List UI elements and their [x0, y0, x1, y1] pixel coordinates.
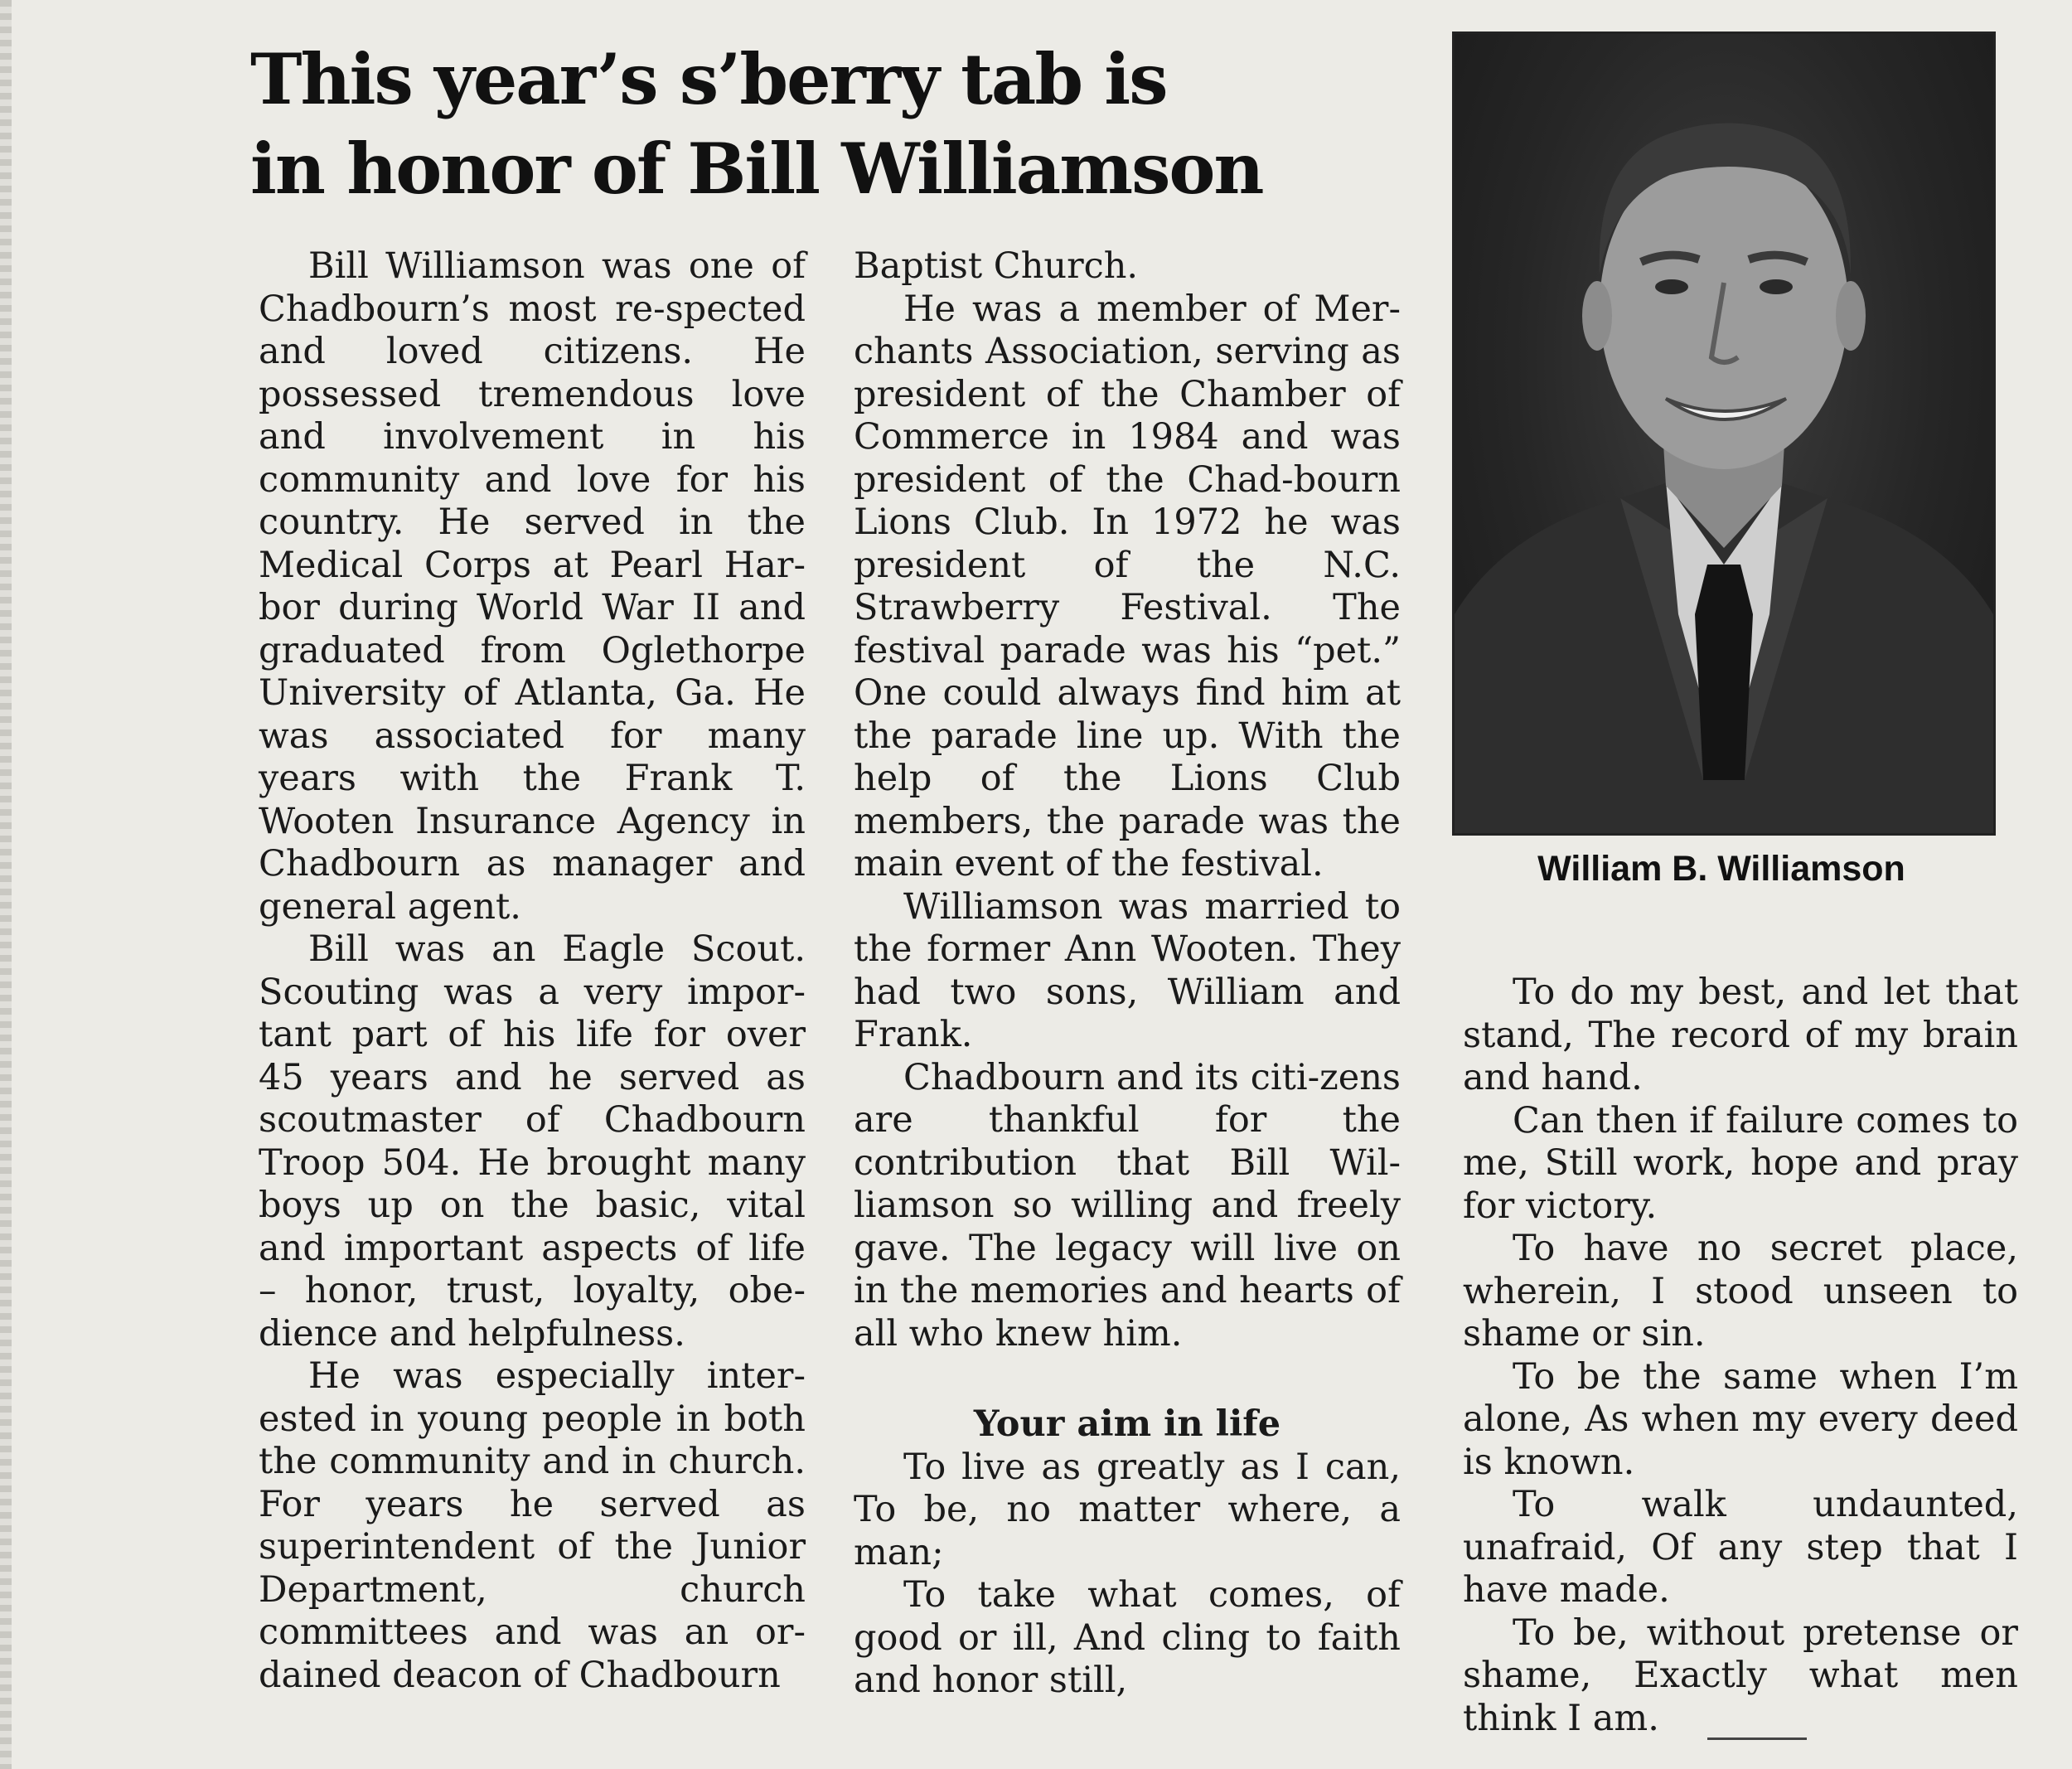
- poem-stanza: To have no secret place, wherein, I stood unseen to shame or sin.: [1463, 1228, 2018, 1355]
- paragraph-legacy: Chadbourn and its citi-zens are thankful for the contribution that Bill Wil-liamson so willing and freely gave. The legacy will live on in the memories and hearts of all who knew him.: [854, 1056, 1401, 1355]
- article-column-3: [1463, 972, 2018, 1740]
- paragraph-church-continued: Baptist Church.: [854, 245, 1139, 287]
- poem-stanza: To take what comes, of good or ill, And cling to faith and honor still,: [854, 1574, 1401, 1701]
- end-rule: [1707, 1737, 1807, 1740]
- poem-stanza: Can then if failure comes to me, Still work, hope and pray for victory.: [1463, 1099, 2018, 1227]
- paragraph-civic: He was a member of Mer-chants Association, serving as president of the Chamber of Commerce in 1984 and was president of the Chad-bourn Lions Club. In 1972 he was president of the N.C. Strawberry Festival. The festival parade was his “pet.” One could always find him at the parade line up. With the help of the Lions Club members, the parade was the main event of the festival.: [854, 288, 1401, 884]
- poem-stanza: To be, without pretense or shame, Exactly what men think I am.: [1463, 1611, 2018, 1739]
- photo-caption: William B. Williamson: [1537, 849, 1905, 889]
- headline: [250, 35, 1411, 214]
- paragraph-church: He was especially inter-ested in young people in both the community and in church. For years he served as superintendent of the Junior Department, church committees and was an or-dained deacon of Chadbourn: [259, 1355, 806, 1696]
- poem-title: Your aim in life: [973, 1403, 1281, 1445]
- paragraph-biography: Bill Williamson was one of Chadbourn’s most re-spected and loved citizens. He possessed tremendous love and involvement in his community and love for his country. He served in the Medical Corps at Pearl Har-bor during World War II and graduated from Oglethorpe University of Atlanta, Ga. He was associated for many years with the Frank T. Wooten Insurance Agency in Chadbourn as manager and general agent.: [259, 245, 806, 928]
- poem-stanza: To walk undaunted, unafraid, Of any step that I have made.: [1463, 1484, 2018, 1611]
- headline-line-2: in honor of Bill Williamson: [250, 128, 1263, 210]
- poem-stanza: To live as greatly as I can, To be, no matter where, a man;: [854, 1446, 1401, 1573]
- poem-stanza: To do my best, and let that stand, The record of my brain and hand.: [1463, 972, 2018, 1098]
- article-column-2: [854, 245, 1401, 1703]
- poem-stanza: To be the same when I’m alone, As when my every deed is known.: [1463, 1355, 2018, 1483]
- portrait-photo: [1452, 32, 1996, 836]
- headline-line-1: This year’s s’berry tab is: [250, 38, 1167, 120]
- paragraph-family: Williamson was married to the former Ann Wooten. They had two sons, William and Frank.: [854, 885, 1401, 1055]
- article-column-1: [259, 245, 806, 1697]
- portrait-image: [1455, 34, 1993, 833]
- paragraph-scouting: Bill was an Eagle Scout. Scouting was a very impor-tant part of his life for over 45 years and he served as scoutmaster of Chadbourn Troop 504. He brought many boys up on the basic, vital and important aspects of life – honor, trust, loyalty, obe-dience and helpfulness.: [259, 928, 806, 1355]
